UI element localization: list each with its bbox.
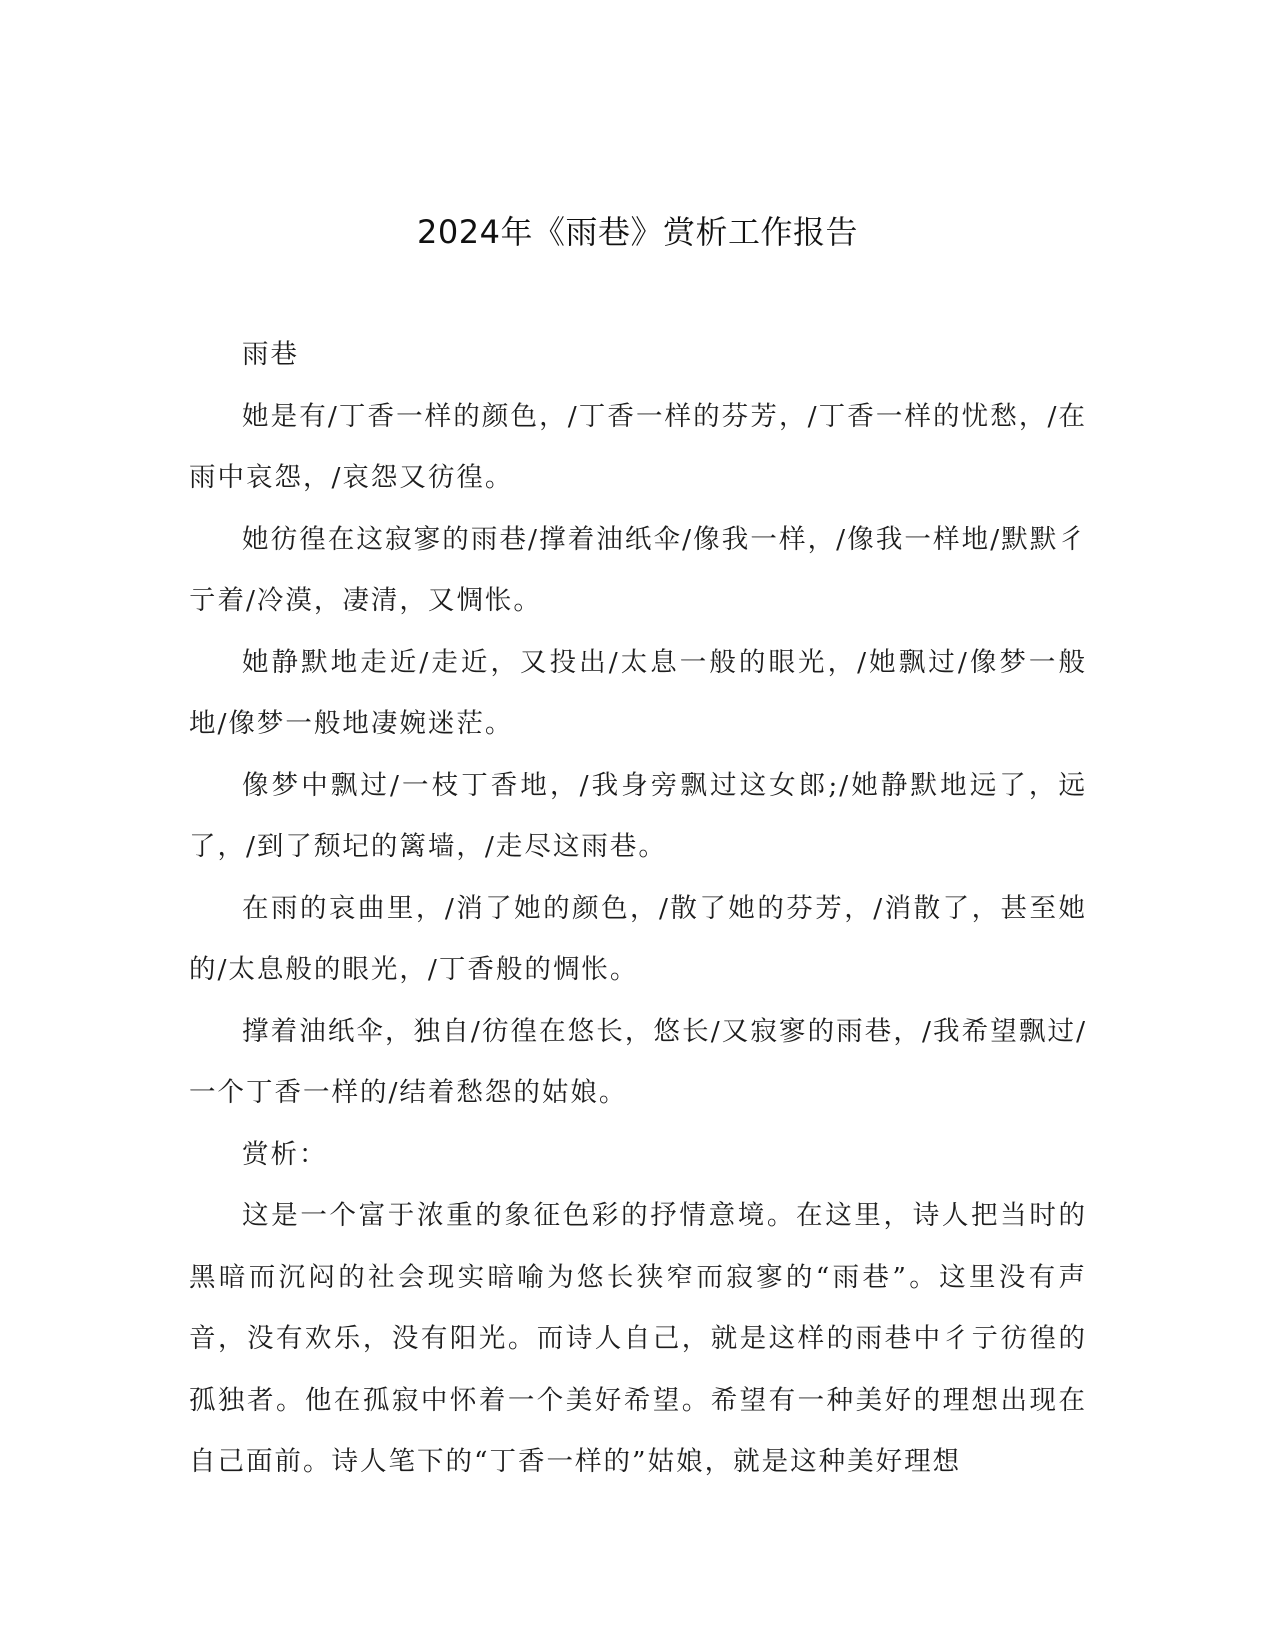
analysis-heading: 赏析： [242,1138,328,1170]
poem-stanza-6: 撑着油纸伞，独自/彷徨在悠长，悠长/又寂寥的雨巷，/我希望飘过/一个丁香一样的/结着愁怨的姑娘。 [189,1015,1087,1108]
poem-stanza-2: 她彷徨在这寂寥的雨巷/撑着油纸伞/像我一样，/像我一样地/默默彳亍着/冷漠，凄清，又惆怅。 [189,523,1087,616]
document-title: 2024年《雨巷》赏析工作报告 [417,213,858,251]
poem-stanza-1: 她是有/丁香一样的颜色，/丁香一样的芬芳，/丁香一样的忧愁，/在雨中哀怨，/哀怨又彷徨。 [189,400,1087,493]
poem-title: 雨巷 [242,339,299,370]
poem-stanza-3: 她静默地走近/走近，又投出/太息一般的眼光，/她飘过/像梦一般地/像梦一般地凄婉迷茫。 [189,646,1087,739]
poem-stanza-5: 在雨的哀曲里，/消了她的颜色，/散了她的芬芳，/消散了，甚至她的/太息般的眼光，/丁香般的惆怅。 [189,892,1087,985]
analysis-paragraph: 这是一个富于浓重的象征色彩的抒情意境。在这里，诗人把当时的黑暗而沉闷的社会现实暗喻为悠长狭窄而寂寥的“雨巷”。这里没有声音，没有欢乐，没有阳光。而诗人自己，就是这样的雨巷中彳亍彷徨的孤独者。他在孤寂中怀着一个美好希望。希望有一种美好的理想出现在自己面前。诗人笔下的“丁香一样的”姑娘，就是这种美好理想 [189,1200,1087,1477]
document-body [189,324,1087,1493]
poem-stanza-4: 像梦中飘过/一枝丁香地，/我身旁飘过这女郎;/她静默地远了，远了，/到了颓圮的篱墙，/走尽这雨巷。 [189,769,1087,862]
